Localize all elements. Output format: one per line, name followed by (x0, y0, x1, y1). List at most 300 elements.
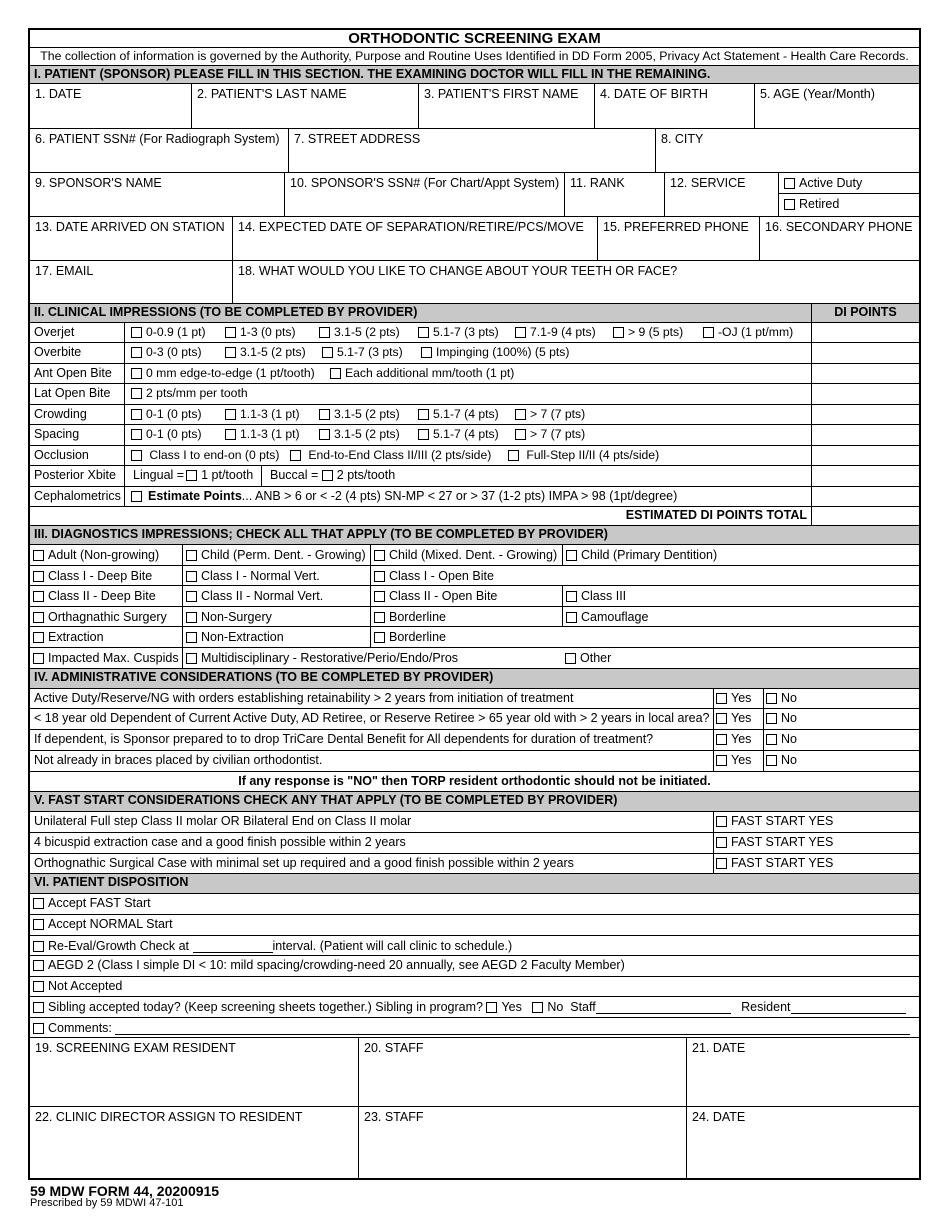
disposition-not-accepted[interactable] (30, 977, 919, 996)
no-label: No (781, 753, 797, 767)
diag-row-5 (30, 627, 919, 648)
overjet-opt-1[interactable] (131, 325, 206, 339)
option-label: Each additional mm/tooth (1 pt) (345, 366, 515, 380)
disposition-comments[interactable] (30, 1018, 919, 1037)
spacing-opt-2[interactable] (225, 427, 300, 441)
checkbox[interactable] (766, 734, 777, 745)
option-label: Borderline (389, 630, 446, 644)
retired-checkbox[interactable] (784, 199, 795, 210)
spacing-opt-5[interactable] (515, 427, 585, 441)
checkbox[interactable] (374, 550, 385, 561)
disposition-aegd[interactable] (30, 956, 919, 976)
clinic-director-field[interactable]: 22. CLINIC DIRECTOR ASSIGN TO RESIDENT (35, 1110, 303, 1124)
checkbox[interactable] (131, 327, 142, 338)
occlusion-opt-2[interactable] (290, 448, 491, 462)
checkbox[interactable] (566, 550, 577, 561)
diag-row-6 (30, 648, 919, 669)
lingual-option[interactable] (124, 466, 261, 486)
checkbox[interactable] (322, 347, 333, 358)
crowding-label: Crowding (34, 407, 87, 421)
diag-class-2-normal[interactable] (182, 586, 370, 606)
option-label: 5.1-7 (4 pts) (433, 407, 499, 421)
checkbox[interactable] (186, 571, 197, 582)
di-points-header: DI POINTS (811, 304, 919, 322)
ant-open-bite-opt-2[interactable] (330, 366, 514, 380)
diag-class-2-deep[interactable] (30, 586, 182, 606)
fast-start-label: FAST START YES (731, 856, 834, 870)
disposition-re-eval[interactable] (30, 936, 919, 955)
option-label: 1.1-3 (1 pt) (240, 427, 300, 441)
no-label: No (781, 711, 797, 725)
fast-start-label: FAST START YES (731, 835, 834, 849)
change-teeth-face-field[interactable]: 18. WHAT WOULD YOU LIKE TO CHANGE ABOUT YOUR TEETH OR FACE? (232, 261, 919, 303)
diag-non-extraction[interactable] (182, 627, 370, 647)
lat-open-bite-opt-1[interactable] (131, 386, 248, 400)
overjet-row (30, 323, 919, 343)
checkbox[interactable] (766, 755, 777, 766)
occlusion-options (124, 446, 811, 465)
ant-open-bite-points-cell[interactable] (811, 364, 919, 383)
checkbox[interactable] (33, 981, 44, 992)
option-label: End-to-End Class II/III (2 pts/side) (308, 448, 492, 462)
option-label: 5.1-7 (4 pts) (433, 427, 499, 441)
option-label: > 7 (7 pts) (530, 427, 586, 441)
option-label: Child (Primary Dentition) (581, 548, 718, 562)
checkbox[interactable] (33, 1002, 44, 1013)
date-field[interactable]: 1. DATE (35, 87, 82, 101)
crowding-opt-1[interactable] (131, 407, 202, 421)
admin-row-1 (30, 689, 919, 709)
checkbox[interactable] (33, 571, 44, 582)
fast-start-q1: Unilateral Full step Class II molar OR Bilateral End on Class II molar (34, 814, 412, 828)
option-label: Not Accepted (48, 979, 123, 993)
active-duty-checkbox[interactable] (784, 178, 795, 189)
disposition-sibling[interactable] (30, 997, 919, 1017)
checkbox[interactable] (186, 591, 197, 602)
occlusion-points-cell[interactable] (811, 446, 919, 465)
option-label: 7.1-9 (4 pts) (530, 325, 596, 339)
privacy-row (30, 48, 919, 66)
admin-note-row (30, 772, 919, 792)
option-label: > 7 (7 pts) (530, 407, 586, 421)
disposition-row-7 (30, 1018, 919, 1038)
occlusion-row (30, 446, 919, 466)
diag-child-perm[interactable] (182, 545, 370, 565)
yes-label: Yes (731, 753, 752, 767)
overbite-options (124, 343, 811, 363)
checkbox[interactable] (766, 713, 777, 724)
sibling-no-checkbox[interactable] (532, 1002, 543, 1013)
buccal-option[interactable] (261, 466, 811, 486)
section-2-header: II. CLINICAL IMPRESSIONS (TO BE COMPLETED BY PROVIDER) (30, 304, 811, 322)
checkbox[interactable] (319, 327, 330, 338)
service-field[interactable]: 12. SERVICE (664, 173, 778, 216)
checkbox[interactable] (319, 409, 330, 420)
patient-ssn-field[interactable]: 6. PATIENT SSN# (For Radiograph System) (35, 132, 280, 146)
disposition-row-6 (30, 997, 919, 1018)
overbite-opt-4[interactable] (421, 345, 569, 359)
lingual-checkbox[interactable] (186, 470, 197, 481)
fast-start-q3-yes[interactable] (713, 854, 919, 873)
diag-child-mixed[interactable] (370, 545, 562, 565)
cephalometrics-option[interactable] (124, 487, 811, 506)
admin-q2-yes[interactable] (713, 709, 763, 729)
option-label: AEGD 2 (Class I simple DI < 10: mild spacing/crowding-need 20 annually, see AEGD 2 Faculty Member) (48, 958, 625, 972)
estimated-di-total-label: ESTIMATED DI POINTS TOTAL (625, 508, 807, 522)
option-label: Sibling accepted today? (Keep screening sheets together.) Sibling in program? (48, 1000, 483, 1014)
option-label: Class I - Deep Bite (48, 569, 153, 583)
checkbox[interactable] (186, 653, 197, 664)
cephalometrics-checkbox[interactable] (131, 491, 142, 502)
checkbox[interactable] (131, 409, 142, 420)
screening-form (28, 28, 921, 1180)
overjet-opt-4[interactable] (418, 325, 499, 339)
overbite-label: Overbite (34, 345, 82, 359)
option-label: 5.1-7 (3 pts) (337, 345, 403, 359)
ceph-points-cell[interactable] (811, 487, 919, 506)
admin-q3: If dependent, is Sponsor prepared to to drop TriCare Dental Benefit for All dependents for duration of treatment? (34, 732, 654, 746)
option-label: Full-Step II/II (4 pts/side) (526, 448, 660, 462)
overjet-points-cell[interactable] (811, 323, 919, 342)
fast-start-row-3 (30, 854, 919, 874)
diag-class-2-open[interactable] (370, 586, 562, 606)
disposition-normal-start[interactable] (30, 915, 919, 935)
checkbox[interactable] (716, 837, 727, 848)
checkbox[interactable] (566, 591, 577, 602)
checkbox[interactable] (290, 450, 301, 461)
disposition-fast-start[interactable] (30, 894, 919, 914)
admin-q4: Not already in braces placed by civilian orthodontist. (34, 753, 323, 767)
cephalometrics-label: Cephalometrics (34, 489, 121, 503)
checkbox[interactable] (33, 960, 44, 971)
option-label: Class II - Open Bite (389, 589, 498, 603)
spacing-opt-1[interactable] (131, 427, 202, 441)
email-field[interactable]: 17. EMAIL (35, 264, 94, 278)
checkbox[interactable] (716, 858, 727, 869)
spacing-opt-3[interactable] (319, 427, 400, 441)
occlusion-label: Occlusion (34, 448, 89, 462)
checkbox[interactable] (186, 612, 197, 623)
checkbox[interactable] (33, 550, 44, 561)
crowding-opt-2[interactable] (225, 407, 300, 421)
checkbox[interactable] (131, 368, 142, 379)
option-label: Multidisciplinary - Restorative/Perio/Endo/Pros (201, 651, 459, 665)
date-arrived-field[interactable]: 13. DATE ARRIVED ON STATION (35, 220, 225, 234)
title-row (30, 30, 919, 48)
checkbox[interactable] (515, 409, 526, 420)
diag-class-1-deep[interactable] (30, 566, 182, 585)
checkbox[interactable] (131, 450, 142, 461)
fast-start-q3: Orthognathic Surgical Case with minimal set up required and a good finish possible within 2 years (34, 856, 574, 870)
spacing-options (124, 425, 811, 445)
staff-field-1[interactable]: 20. STAFF (358, 1038, 686, 1106)
diag-camouflage[interactable] (562, 607, 919, 626)
xbite-points-cell[interactable] (811, 466, 919, 486)
checkbox[interactable] (418, 327, 429, 338)
date-field-1[interactable]: 21. DATE (686, 1038, 919, 1106)
admin-q3-no[interactable] (763, 730, 919, 750)
checkbox[interactable] (418, 429, 429, 440)
section-3-header: III. DIAGNOSTICS IMPRESSIONS; CHECK ALL THAT APPLY (TO BE COMPLETED BY PROVIDER) (30, 526, 919, 545)
ant-open-bite-opt-1[interactable] (131, 366, 315, 380)
crowding-opt-4[interactable] (418, 407, 499, 421)
checkbox[interactable] (33, 898, 44, 909)
option-label: Class II - Normal Vert. (201, 589, 324, 603)
checkbox[interactable] (515, 327, 526, 338)
date-field-2[interactable]: 24. DATE (686, 1107, 919, 1180)
diag-other[interactable] (562, 648, 919, 668)
checkbox[interactable] (716, 713, 727, 724)
section-4-header: IV. ADMINISTRATIVE CONSIDERATIONS (TO BE COMPLETED BY PROVIDER) (30, 669, 919, 689)
diag-borderline-2[interactable] (370, 627, 919, 647)
crowding-opt-5[interactable] (515, 407, 585, 421)
option-label: > 9 (5 pts) (628, 325, 684, 339)
option-label: Borderline (389, 610, 446, 624)
overbite-points-cell[interactable] (811, 343, 919, 363)
lat-open-bite-options (124, 384, 811, 404)
section-1-row-3 (30, 173, 919, 217)
checkbox[interactable] (330, 368, 341, 379)
checkbox[interactable] (374, 612, 385, 623)
checkbox[interactable] (374, 591, 385, 602)
spacing-opt-4[interactable] (418, 427, 499, 441)
no-label: No (781, 691, 797, 705)
expected-separation-field[interactable]: 14. EXPECTED DATE OF SEPARATION/RETIRE/PCS/MOVE (232, 217, 597, 260)
sponsor-name-field[interactable]: 9. SPONSOR'S NAME (35, 176, 162, 190)
option-label: Camouflage (581, 610, 649, 624)
checkbox[interactable] (33, 612, 44, 623)
checkbox[interactable] (131, 347, 142, 358)
checkbox[interactable] (766, 693, 777, 704)
resident-blank[interactable] (791, 999, 906, 1014)
prescribed-by: Prescribed by 59 MDWI 47-101 (30, 1197, 184, 1209)
checkbox[interactable] (565, 653, 576, 664)
fast-start-q2: 4 bicuspid extraction case and a good finish possible within 2 years (34, 835, 406, 849)
overbite-opt-1[interactable] (131, 345, 202, 359)
rank-field[interactable]: 11. RANK (564, 173, 664, 216)
diag-row-3 (30, 586, 919, 607)
diag-child-primary[interactable] (562, 545, 919, 565)
lat-open-bite-row (30, 384, 919, 405)
option-label: Adult (Non-growing) (48, 548, 160, 562)
admin-q2-no[interactable] (763, 709, 919, 729)
estimated-di-total-cell[interactable] (811, 507, 919, 525)
option-label: Re-Eval/Growth Check at (48, 939, 190, 953)
secondary-phone-field[interactable]: 16. SECONDARY PHONE (759, 217, 919, 260)
buccal-label: Buccal = (270, 468, 319, 482)
checkbox[interactable] (225, 347, 236, 358)
comments-label: Comments: (48, 1021, 112, 1035)
fast-start-q1-yes[interactable] (713, 812, 919, 832)
street-address-field[interactable]: 7. STREET ADDRESS (288, 129, 655, 172)
checkbox[interactable] (131, 429, 142, 440)
checkbox[interactable] (418, 409, 429, 420)
option-label: -OJ (1 pt/mm) (718, 325, 794, 339)
form-title: ORTHODONTIC SCREENING EXAM (348, 30, 601, 47)
checkbox[interactable] (225, 409, 236, 420)
admin-q1-yes[interactable] (713, 689, 763, 708)
crowding-points-cell[interactable] (811, 405, 919, 424)
admin-q4-yes[interactable] (713, 751, 763, 771)
buccal-value: 2 pts/tooth (336, 468, 396, 482)
option-label: Non-Extraction (201, 630, 284, 644)
option-label: Class II - Deep Bite (48, 589, 156, 603)
option-label: 1-3 (0 pts) (240, 325, 296, 339)
option-label: 0-3 (0 pts) (146, 345, 202, 359)
admin-row-4 (30, 751, 919, 772)
checkbox[interactable] (33, 1023, 44, 1034)
city-field[interactable]: 8. CITY (655, 129, 919, 172)
checkbox[interactable] (319, 429, 330, 440)
checkbox[interactable] (33, 591, 44, 602)
option-label-2: interval. (Patient will call clinic to schedule.) (272, 939, 513, 953)
admin-row-2 (30, 709, 919, 730)
admin-q1-no[interactable] (763, 689, 919, 708)
checkbox[interactable] (716, 734, 727, 745)
diag-multidisciplinary[interactable] (182, 648, 562, 668)
spacing-row (30, 425, 919, 446)
checkbox[interactable] (566, 612, 577, 623)
comments-blank[interactable] (115, 1020, 910, 1035)
option-label: Class I - Normal Vert. (201, 569, 320, 583)
section-2-header-row (30, 304, 919, 323)
patient-last-name-field[interactable]: 2. PATIENT'S LAST NAME (191, 84, 418, 128)
overjet-options (124, 323, 811, 342)
checkbox[interactable] (225, 429, 236, 440)
checkbox[interactable] (421, 347, 432, 358)
option-label: Impinging (100%) (5 pts) (436, 345, 570, 359)
lingual-value: 1 pt/tooth (201, 468, 254, 482)
fast-start-row-2 (30, 833, 919, 854)
disposition-row-1 (30, 894, 919, 915)
option-label: 0-1 (0 pts) (146, 427, 202, 441)
spacing-points-cell[interactable] (811, 425, 919, 445)
crowding-row (30, 405, 919, 425)
option-label: Other (580, 651, 612, 665)
option-label: Accept NORMAL Start (48, 917, 173, 931)
lingual-label: Lingual = (133, 468, 185, 482)
checkbox[interactable] (508, 450, 519, 461)
diag-orthognathic[interactable] (30, 607, 182, 626)
checkbox[interactable] (131, 388, 142, 399)
diag-borderline-1[interactable] (370, 607, 562, 626)
option-label: 3.1-5 (2 pts) (334, 427, 400, 441)
checkbox[interactable] (225, 327, 236, 338)
sibling-yes-checkbox[interactable] (486, 1002, 497, 1013)
option-label: Extraction (48, 630, 104, 644)
disposition-row-2 (30, 915, 919, 936)
active-duty-option[interactable] (779, 173, 919, 194)
checkbox[interactable] (186, 632, 197, 643)
staff-field-2[interactable]: 23. STAFF (358, 1107, 686, 1180)
patient-first-name-field[interactable]: 3. PATIENT'S FIRST NAME (418, 84, 594, 128)
checkbox[interactable] (703, 327, 714, 338)
checkbox[interactable] (716, 755, 727, 766)
crowding-opt-3[interactable] (319, 407, 400, 421)
admin-q3-yes[interactable] (713, 730, 763, 750)
occlusion-opt-3[interactable] (508, 448, 659, 462)
diag-extraction[interactable] (30, 627, 182, 647)
diag-impacted-cuspids[interactable] (30, 648, 182, 668)
option-label: 0-1 (0 pts) (146, 407, 202, 421)
lat-open-bite-points-cell[interactable] (811, 384, 919, 404)
staff-label: Staff (570, 1000, 596, 1014)
diag-class-1-open[interactable] (370, 566, 919, 585)
overbite-opt-3[interactable] (322, 345, 403, 359)
overjet-opt-5[interactable] (515, 325, 596, 339)
checkbox[interactable] (716, 816, 727, 827)
section-5-header: V. FAST START CONSIDERATIONS CHECK ANY THAT APPLY (TO BE COMPLETED BY PROVIDER) (30, 792, 919, 812)
checkbox[interactable] (515, 429, 526, 440)
option-label: Accept FAST Start (48, 896, 151, 910)
checkbox[interactable] (33, 941, 44, 952)
admin-row-3 (30, 730, 919, 751)
retired-option[interactable] (779, 194, 919, 216)
checkbox[interactable] (186, 550, 197, 561)
checkbox[interactable] (716, 693, 727, 704)
signature-row-2 (30, 1107, 919, 1180)
overjet-opt-3[interactable] (319, 325, 400, 339)
age-field[interactable]: 5. AGE (Year/Month) (754, 84, 919, 128)
total-row (30, 507, 919, 526)
section-1-row-1 (30, 84, 919, 129)
diag-class-3[interactable] (562, 586, 919, 606)
diag-non-surgery[interactable] (182, 607, 370, 626)
ant-open-bite-row (30, 364, 919, 384)
option-label: Child (Mixed. Dent. - Growing) (389, 548, 558, 562)
checkbox[interactable] (33, 653, 44, 664)
diag-row-2 (30, 566, 919, 586)
lat-open-bite-label: Lat Open Bite (34, 386, 111, 400)
overjet-opt-2[interactable] (225, 325, 296, 339)
date-of-birth-field[interactable]: 4. DATE OF BIRTH (594, 84, 754, 128)
disposition-row-5 (30, 977, 919, 997)
sibling-yes-label: Yes (501, 1000, 522, 1014)
occlusion-opt-1[interactable] (131, 448, 279, 462)
option-label: Child (Perm. Dent. - Growing) (201, 548, 366, 562)
checkbox[interactable] (374, 571, 385, 582)
buccal-checkbox[interactable] (322, 470, 333, 481)
section-6-header: VI. PATIENT DISPOSITION (30, 874, 919, 894)
overjet-opt-6[interactable] (613, 325, 683, 339)
option-label: Class I to end-on (0 pts) (149, 448, 280, 462)
staff-blank[interactable] (596, 999, 731, 1014)
overjet-opt-7[interactable] (703, 325, 793, 339)
diag-adult[interactable] (30, 545, 182, 565)
option-label: 5.1-7 (3 pts) (433, 325, 499, 339)
option-label: 3.1-5 (2 pts) (240, 345, 306, 359)
sponsor-ssn-field[interactable]: 10. SPONSOR'S SSN# (For Chart/Appt System) (284, 173, 564, 216)
checkbox[interactable] (33, 919, 44, 930)
form-number: 59 MDW FORM 44, 20200915 (30, 1183, 220, 1199)
admin-q4-no[interactable] (763, 751, 919, 771)
option-label: Class I - Open Bite (389, 569, 494, 583)
ant-open-bite-options (124, 364, 811, 383)
screening-exam-resident-field[interactable]: 19. SCREENING EXAM RESIDENT (35, 1041, 236, 1055)
overbite-opt-2[interactable] (225, 345, 306, 359)
interval-blank[interactable] (193, 938, 273, 953)
admin-q2: < 18 year old Dependent of Current Active Duty, AD Retiree, or Reserve Retiree > 65 year old with > 2 years in local area? (34, 711, 710, 725)
checkbox[interactable] (374, 632, 385, 643)
checkbox[interactable] (613, 327, 624, 338)
spacing-label: Spacing (34, 427, 80, 441)
diag-class-1-normal[interactable] (182, 566, 370, 585)
checkbox[interactable] (33, 632, 44, 643)
no-label: No (781, 732, 797, 746)
fast-start-q2-yes[interactable] (713, 833, 919, 853)
preferred-phone-field[interactable]: 15. PREFERRED PHONE (597, 217, 759, 260)
yes-label: Yes (731, 691, 752, 705)
